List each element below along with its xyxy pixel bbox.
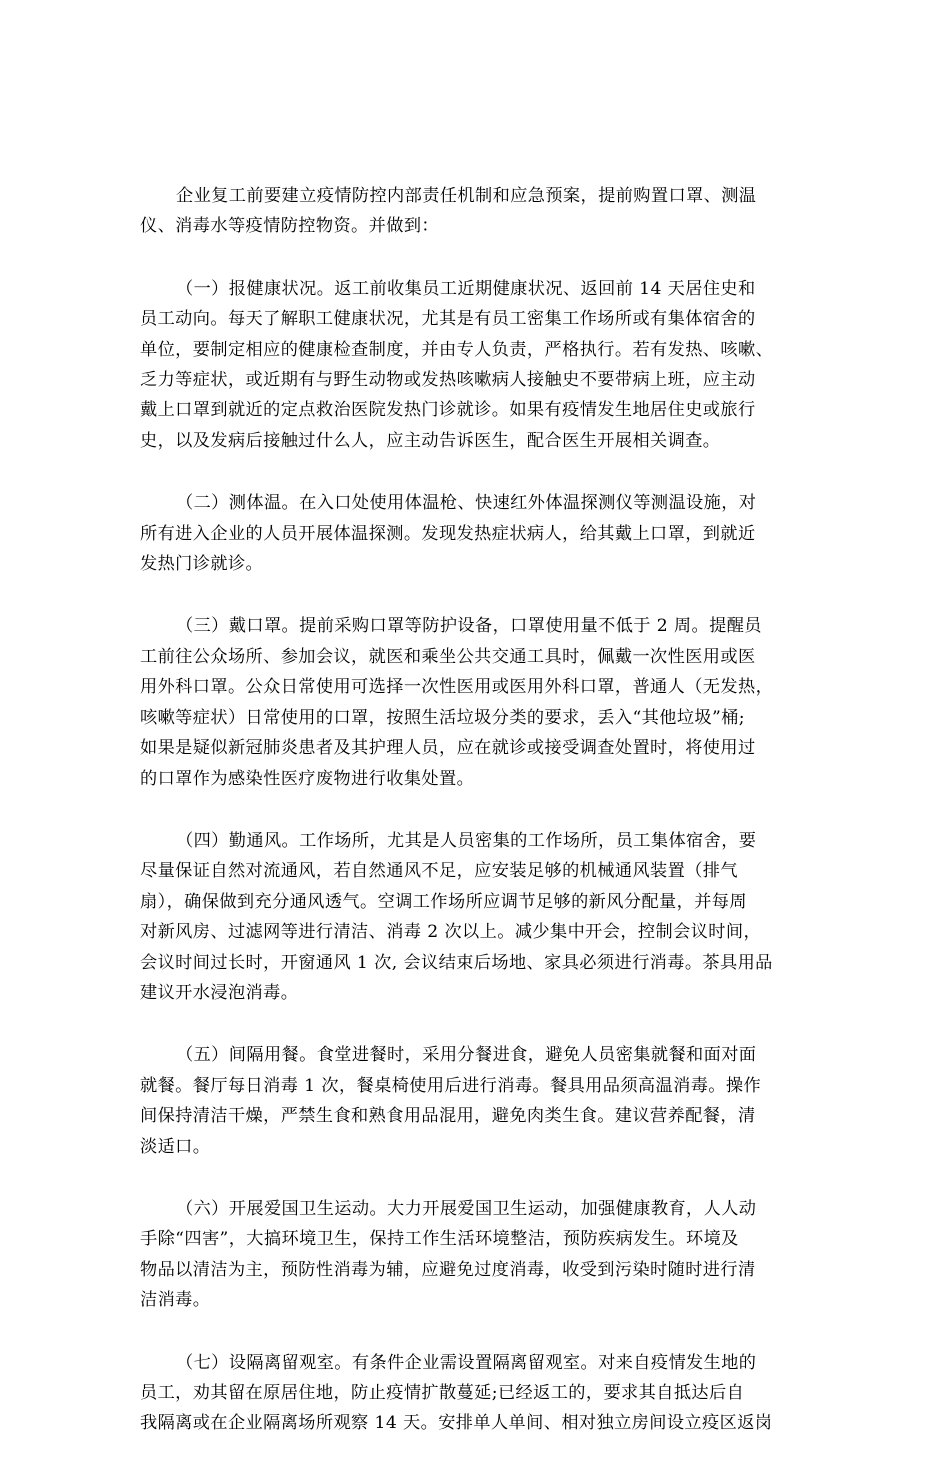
text-line: 员工，劝其留在原居住地，防止疫情扩散蔓延;已经返工的，要求其自抵达后自: [140, 1383, 745, 1403]
document-page: [140, 181, 820, 1471]
paragraph-sanitation: [140, 1194, 820, 1316]
text-line: 会议时间过长时，开窗通风 1 次, 会议结束后场地、家具必须进行消毒。茶具用品: [140, 952, 773, 973]
text-line: 企业复工前要建立疫情防控内部责任机制和应急预案，提前购置口罩、测温: [176, 186, 757, 206]
text-line: （一）报健康状况。返工前收集员工近期健康状况、返回前 14 天居住史和: [176, 278, 756, 299]
text-line: （二）测体温。在入口处使用体温枪、快速红外体温探测仪等测温设施，对: [176, 493, 757, 514]
text-line: 仪、消毒水等疫情防控物资。并做到：: [140, 216, 439, 237]
text-line: 如果是疑似新冠肺炎患者及其护理人员，应在就诊或接受调查处置时，将使用过: [140, 738, 756, 759]
text-line: （三）戴口罩。提前采购口罩等防护设备，口罩使用量不低于 2 周。提醒员: [176, 616, 762, 637]
text-line: 发热门诊就诊。: [140, 554, 264, 575]
text-line: 就餐。餐厅每日消毒 1 次，餐桌椅使用后进行消毒。餐具用品须高温消毒。操作: [140, 1075, 762, 1096]
text-line: 对新风房、过滤网等进行清洁、消毒 2 次以上。减少集中开会，控制会议时间，: [140, 922, 762, 943]
text-line: 间保持清洁干燥，严禁生食和熟食用品混用，避免肉类生食。建议营养配餐，清: [140, 1106, 756, 1127]
text-line: 手除“四害”，大搞环境卫生，保持工作生活环境整洁，预防疾病发生。环境及: [140, 1229, 739, 1250]
text-line: 物品以清洁为主，预防性消毒为辅，应避免过度消毒，收受到污染时随时进行清: [140, 1259, 756, 1280]
text-line: 淡适口。: [140, 1136, 211, 1157]
text-line: 我隔离或在企业隔离场所观察 14 天。安排单人单间、相对独立房间设立疫区返岗: [140, 1413, 773, 1434]
text-line: 乏力等症状，或近期有与野生动物或发热咳嗽病人接触史不要带病上班，应主动: [140, 370, 756, 391]
text-line: （六）开展爱国卫生运动。大力开展爱国卫生运动，加强健康教育，人人动: [176, 1198, 757, 1219]
text-line: 史，以及发病后接触过什么人，应主动告诉医生，配合医生开展相关调查。: [140, 430, 721, 451]
paragraph-dining: [140, 1040, 820, 1162]
paragraph-temperature: [140, 488, 820, 579]
paragraph-health-report: [140, 274, 820, 456]
text-line: （四）勤通风。工作场所，尤其是人员密集的工作场所，员工集体宿舍，要: [176, 830, 757, 851]
paragraph-isolation: [140, 1348, 820, 1439]
text-line: 建议开水浸泡消毒。: [140, 982, 299, 1003]
text-line: 员工动向。每天了解职工健康状况，尤其是有员工密集工作场所或有集体宿舍的: [140, 309, 756, 330]
text-line: 单位，要制定相应的健康检查制度，并由专人负责，严格执行。若有发热、咳嗽、: [140, 339, 774, 360]
text-line: 洁消毒。: [140, 1290, 211, 1311]
text-line: 咳嗽等症状）日常使用的口罩，按照生活垃圾分类的要求，丢入“其他垃圾”桶;: [140, 707, 745, 728]
text-line: 尽量保证自然对流通风，若自然通风不足，应安装足够的机械通风装置（排气: [140, 861, 738, 882]
text-line: 戴上口罩到就近的定点救治医院发热门诊就诊。如果有疫情发生地居住史或旅行: [140, 400, 756, 421]
text-line: （七）设隔离留观室。有条件企业需设置隔离留观室。对来自疫情发生地的: [176, 1352, 757, 1373]
paragraph-ventilation: [140, 826, 820, 1008]
paragraph-masks: [140, 611, 820, 793]
text-line: 工前往公众场所、参加会议，就医和乘坐公共交通工具时，佩戴一次性医用或医: [140, 646, 756, 667]
text-line: （五）间隔用餐。食堂进餐时，采用分餐进食，避免人员密集就餐和面对面: [176, 1045, 757, 1066]
paragraph-intro: [140, 181, 820, 242]
text-line: 用外科口罩。公众日常使用可选择一次性医用或医用外科口罩，普通人（无发热，: [140, 677, 774, 698]
text-line: 所有进入企业的人员开展体温探测。发现发热症状病人，给其戴上口罩，到就近: [140, 523, 756, 544]
text-line: 的口罩作为感染性医疗废物进行收集处置。: [140, 768, 475, 789]
text-line: 扇），确保做到充分通风透气。空调工作场所应调节足够的新风分配量，并每周: [140, 891, 747, 912]
